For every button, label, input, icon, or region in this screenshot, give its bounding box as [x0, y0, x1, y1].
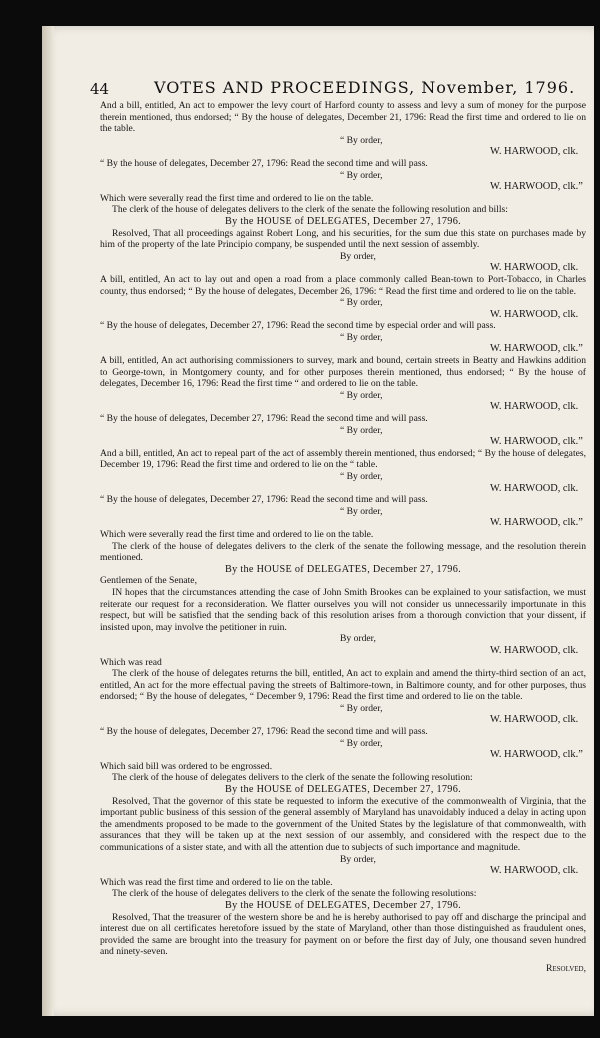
- page-title: VOTES AND PROCEEDINGS, November, 1796.: [154, 78, 576, 97]
- order-row: [100, 854, 586, 866]
- document-body: [100, 100, 586, 958]
- paragraph: “ By the house of delegates, December 27, 1796: Read the second time and will pass.: [100, 157, 428, 169]
- paragraph: “ By the house of delegates, December 27, 1796: Read the second time and will pass.: [100, 726, 428, 738]
- order-row: [100, 390, 586, 402]
- paragraph: “ By the house of delegates, December 27, 1796: Read the second time and will pass.: [100, 413, 428, 425]
- clerk-signature: W. HARWOOD, clk.”: [490, 749, 583, 761]
- document-page: [42, 26, 594, 1016]
- paragraph: Which said bill was ordered to be engrossed.: [100, 760, 273, 772]
- order-row: [100, 471, 586, 483]
- catchword: Resolved,: [545, 963, 586, 974]
- paragraph: The clerk of the house of delegates delivers to the clerk of the senate the following message, and the resolution therein mentioned.: [100, 540, 586, 564]
- section-heading: By the HOUSE of DELEGATES, December 27, 1796.: [225, 899, 461, 911]
- by-order-line: By order,: [340, 853, 376, 865]
- running-header: [90, 78, 590, 98]
- clerk-signature: W. HARWOOD, clk.: [490, 401, 579, 413]
- clerk-signature: W. HARWOOD, clk.: [490, 308, 579, 320]
- by-order-line: “ By order,: [340, 331, 383, 343]
- by-order-line: “ By order,: [340, 424, 383, 436]
- section-heading: By the HOUSE of DELEGATES, December 27, 1796.: [225, 215, 461, 227]
- page-gutter: [42, 26, 54, 1016]
- signature-row: [100, 401, 586, 413]
- by-order-line: “ By order,: [340, 169, 383, 181]
- order-row: [100, 633, 586, 645]
- clerk-signature: W. HARWOOD, clk.”: [490, 343, 583, 355]
- paragraph: “ By the house of delegates, December 27, 1796: Read the second time by especial order and will pass.: [100, 320, 496, 332]
- clerk-signature: W. HARWOOD, clk.: [490, 146, 579, 158]
- clerk-signature: W. HARWOOD, clk.: [490, 865, 579, 877]
- section-heading: By the HOUSE of DELEGATES, December 27, 1796.: [225, 784, 461, 796]
- by-order-line: “ By order,: [340, 471, 383, 482]
- page-number: 44: [90, 80, 110, 98]
- order-row: [100, 135, 586, 147]
- clerk-signature: W. HARWOOD, clk.”: [490, 517, 583, 529]
- paragraph: Which was read the first time and ordered to lie on the table.: [100, 876, 333, 888]
- signature-row: [100, 309, 586, 321]
- order-row: [100, 297, 586, 309]
- signature-row: [100, 146, 586, 158]
- clerk-signature: W. HARWOOD, clk.: [490, 644, 579, 656]
- order-row: [100, 251, 586, 263]
- paragraph: “ By the house of delegates, December 27, 1796: Read the second time and will pass.: [100, 494, 428, 506]
- signature-row: [100, 517, 586, 529]
- clerk-signature: W. HARWOOD, clk.”: [490, 436, 583, 448]
- order-row: [100, 170, 586, 182]
- order-row: [100, 703, 586, 715]
- paragraph: A bill, entitled, An act authorising commissioners to survey, mark and bound, certain streets in Beatty and Hawkins addition to George-town, in Montgomery county, and for other purposes therein mentioned, thus endorsed; “ By the house of delegates, December 16, 1796: Read the first time “ and ordered to lie on the table.: [100, 355, 586, 390]
- paragraph: And a bill, entitled, An act to repeal part of the act of assembly therein mentioned, thus endorsed; “ By the house of delegates, December 19, 1796: Read the first time and ordered to lie on the “ table.: [100, 447, 586, 471]
- paragraph: Resolved, That the treasurer of the western shore be and he is hereby authorised to pay off and discharge the principal and interest due on all certificates heretofore issued by the state of Maryland, other than those distinguished as fraudulent ones, provided the same are brought into the treasury for payment on or before the first day of July, one thousand seven hundred and ninety-seven.: [100, 911, 586, 958]
- paragraph: Resolved, That the governor of this state be requested to inform the executive of the commonwealth of Virginia, that the important public business of this session of the general assembly of Maryland has unavoidably induced a delay in acting upon the amendments proposed to be made to the government of the United States by the legislature of that commonwealth, with assurances that they will be taken up at the next session of our assembly, and considered with the respect due to the communications of a sister state, and with all the attention due to subjects of such importance and magnitude.: [100, 795, 586, 853]
- paragraph: Which were severally read the first time and ordered to lie on the table.: [100, 192, 374, 204]
- section-heading: By the HOUSE of DELEGATES, December 27, 1796.: [225, 563, 461, 575]
- paragraph: The clerk of the house of delegates delivers to the clerk of the senate the following resolution and bills:: [112, 204, 508, 216]
- order-row: [100, 332, 586, 344]
- paragraph: And a bill, entitled, An act to empower the levy court of Harford county to assess and levy a sum of money for the purpose therein mentioned, thus endorsed; “ By the house of delegates, December 21, 1796: Read the first time and ordered to lie on the table.: [100, 100, 586, 135]
- signature-row: [100, 645, 586, 657]
- clerk-signature: W. HARWOOD, clk.”: [490, 181, 583, 193]
- clerk-signature: W. HARWOOD, clk.: [490, 482, 579, 494]
- paragraph: The clerk of the house of delegates delivers to the clerk of the senate the following resolutions:: [112, 888, 477, 900]
- by-order-line: “ By order,: [340, 297, 383, 309]
- by-order-line: “ By order,: [340, 702, 383, 714]
- signature-row: [100, 181, 586, 193]
- by-order-line: “ By order,: [340, 505, 383, 517]
- by-order-line: “ By order,: [340, 389, 383, 401]
- signature-row: [100, 436, 586, 448]
- paragraph: Which was read: [100, 656, 162, 668]
- clerk-signature: W. HARWOOD, clk.: [490, 714, 579, 726]
- by-order-line: “ By order,: [340, 134, 383, 146]
- signature-row: [100, 865, 586, 877]
- by-order-line: By order,: [340, 250, 376, 262]
- paragraph: A bill, entitled, An act to lay out and open a road from a place commonly called Bean-town to Port-Tobacco, in Charles county, thus endorsed; “ By the house of delegates, December 26, 1796: “ Read the first time and ordered to lie on the table.: [100, 273, 586, 297]
- signature-row: [100, 262, 586, 274]
- by-order-line: By order,: [340, 633, 376, 645]
- clerk-signature: W. HARWOOD, clk.: [490, 262, 579, 274]
- order-row: [100, 425, 586, 437]
- paragraph: IN hopes that the circumstances attending the case of John Smith Brookes can be explained to your satisfaction, we must reiterate our request for a reconsideration. We flatter ourselves you will not consider us unnecessarily importunate in this respect, but will be satisfied that the sending back of this resolution arises from a thorough conviction that your dissent, if insisted upon, may involve the petitioner in ruin.: [100, 586, 586, 633]
- paragraph: Resolved, That all proceedings against Robert Long, and his securities, for the sum due this state on purchases made by him of the property of the late Principio company, be suspended until the next session of assembly.: [100, 227, 586, 251]
- signature-row: [100, 483, 586, 495]
- signature-row: [100, 714, 586, 726]
- order-row: [100, 506, 586, 518]
- paragraph: Which were severally read the first time and ordered to lie on the table.: [100, 528, 374, 540]
- by-order-line: “ By order,: [340, 737, 383, 749]
- paragraph: The clerk of the house of delegates delivers to the clerk of the senate the following resolution:: [112, 772, 473, 784]
- paragraph: Gentlemen of the Senate,: [100, 575, 197, 587]
- signature-row: [100, 749, 586, 761]
- signature-row: [100, 343, 586, 355]
- paragraph: The clerk of the house of delegates returns the bill, entitled, An act to explain and amend the thirty-third section of an act, entitled, An act for the more effectual paving the streets of Baltimore-town, in Baltimore county, and for other purposes, thus endorsed; “ By the house of delegates, “ December 9, 1796: Read the first time and ordered to lie on the table.: [100, 668, 586, 703]
- order-row: [100, 738, 586, 750]
